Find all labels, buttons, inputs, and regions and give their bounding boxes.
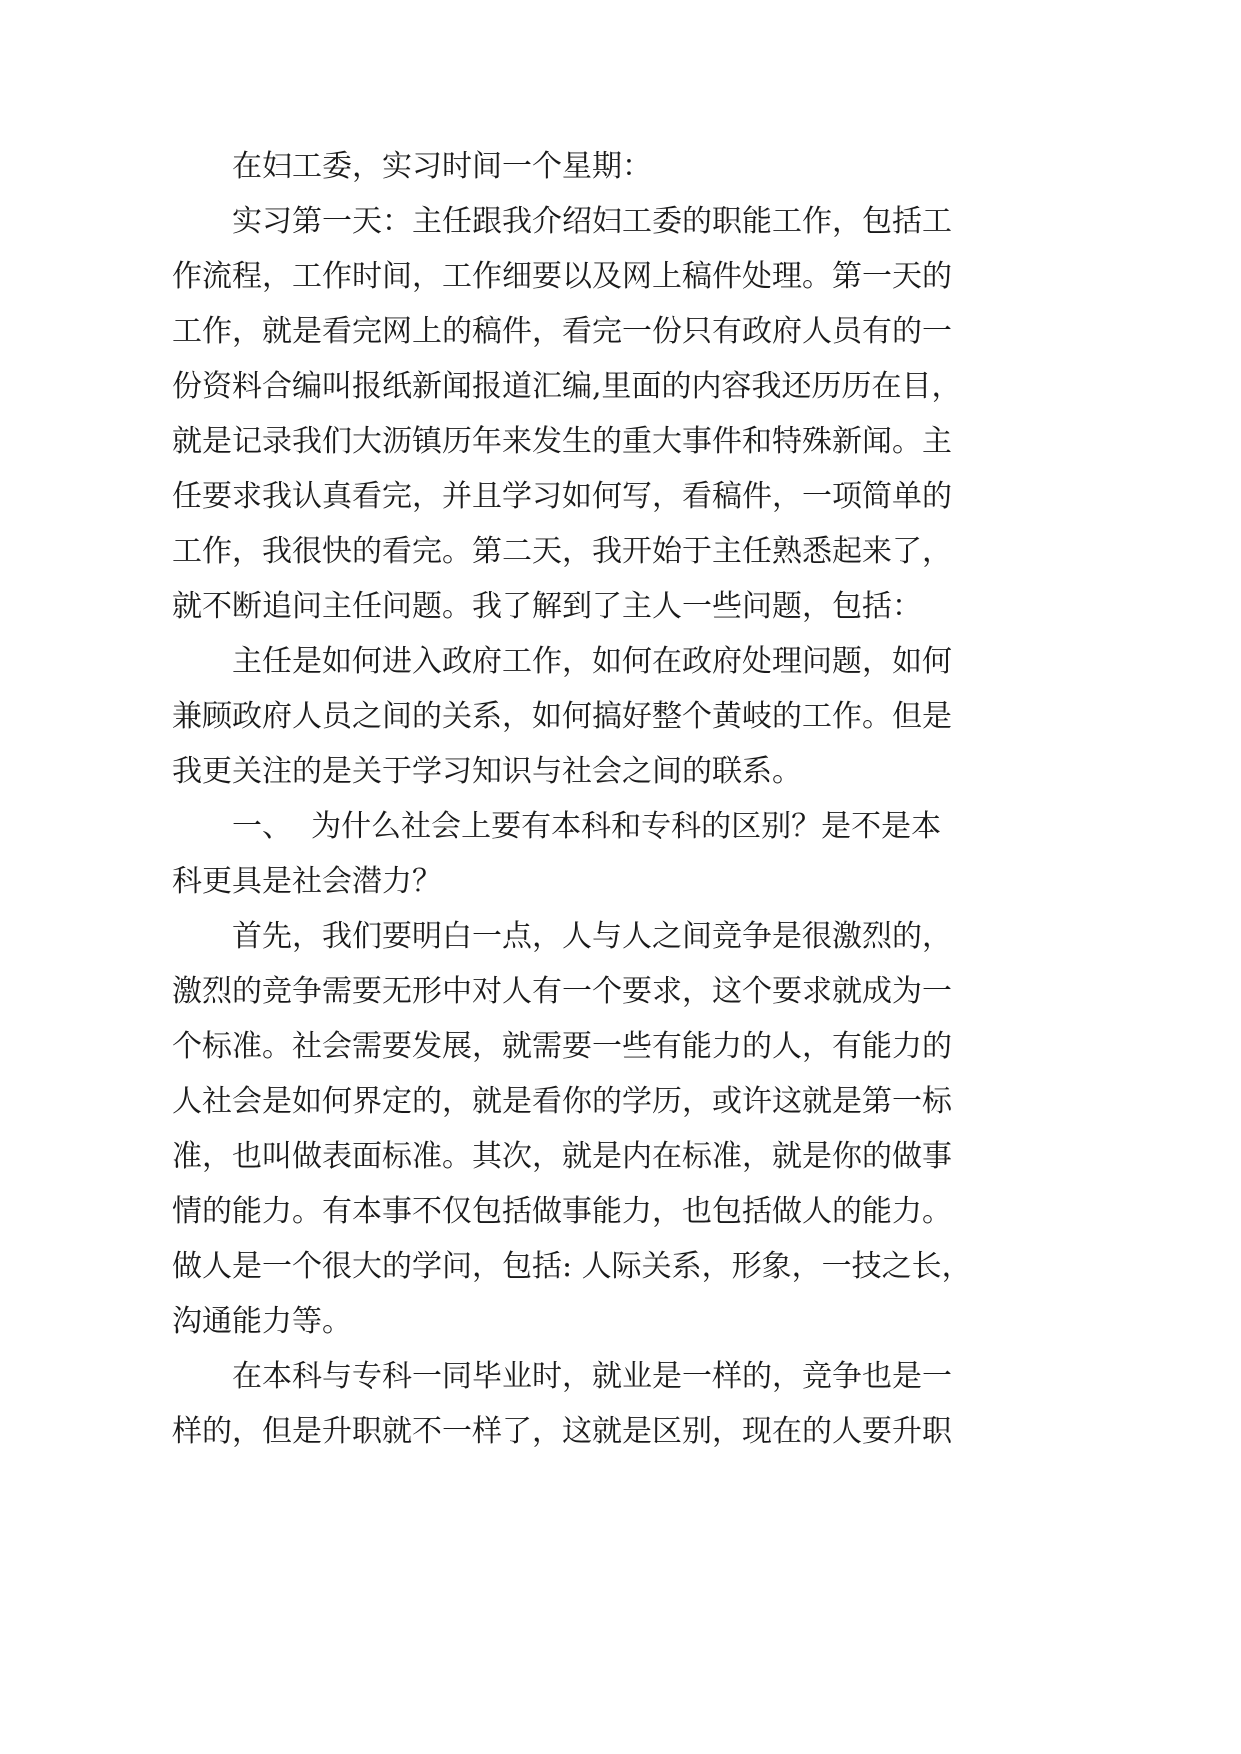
text-line: 任要求我认真看完，并且学习如何写，看稿件，一项简单的 (172, 479, 952, 514)
text-line: 情的能力。有本事不仅包括做事能力，也包括做人的能力。 (172, 1194, 952, 1229)
text-line: 一、 为什么社会上要有本科和专科的区别？是不是本 (232, 809, 942, 844)
text-line: 个标准。社会需要发展，就需要一些有能力的人，有能力的 (172, 1029, 952, 1064)
text-line: 沟通能力等。 (172, 1304, 352, 1339)
text-line: 作流程，工作时间，工作细要以及网上稿件处理。第一天的 (172, 259, 952, 294)
text-line: 科更具是社会潜力？ (172, 864, 442, 899)
text-line: 主任是如何进入政府工作，如何在政府处理问题，如何 (232, 644, 952, 679)
text-line: 在本科与专科一同毕业时，就业是一样的，竞争也是一 (232, 1359, 952, 1394)
text-line: 准，也叫做表面标准。其次，就是内在标准，就是你的做事 (172, 1139, 952, 1174)
text-line: 做人是一个很大的学问，包括: 人际关系，形象，一技之长， (172, 1249, 972, 1284)
text-line: 样的，但是升职就不一样了，这就是区别，现在的人要升职 (172, 1414, 952, 1449)
text-line: 人社会是如何界定的，就是看你的学历，或许这就是第一标 (172, 1084, 952, 1119)
text-line: 兼顾政府人员之间的关系，如何搞好整个黄岐的工作。但是 (172, 699, 952, 734)
text-line: 我更关注的是关于学习知识与社会之间的联系。 (172, 754, 802, 789)
text-line: 就不断追问主任问题。我了解到了主人一些问题，包括： (172, 589, 922, 624)
text-line: 实习第一天：主任跟我介绍妇工委的职能工作，包括工 (232, 204, 952, 239)
text-line: 首先，我们要明白一点，人与人之间竞争是很激烈的， (232, 919, 952, 954)
text-line: 工作，就是看完网上的稿件，看完一份只有政府人员有的一 (172, 314, 952, 349)
text-line: 激烈的竞争需要无形中对人有一个要求，这个要求就成为一 (172, 974, 952, 1009)
text-line: 份资料合编叫报纸新闻报道汇编,里面的内容我还历历在目， (172, 369, 962, 404)
text-line: 就是记录我们大沥镇历年来发生的重大事件和特殊新闻。主 (172, 424, 952, 459)
text-line: 工作，我很快的看完。第二天，我开始于主任熟悉起来了， (172, 534, 952, 569)
text-line: 在妇工委，实习时间一个星期： (232, 149, 652, 184)
